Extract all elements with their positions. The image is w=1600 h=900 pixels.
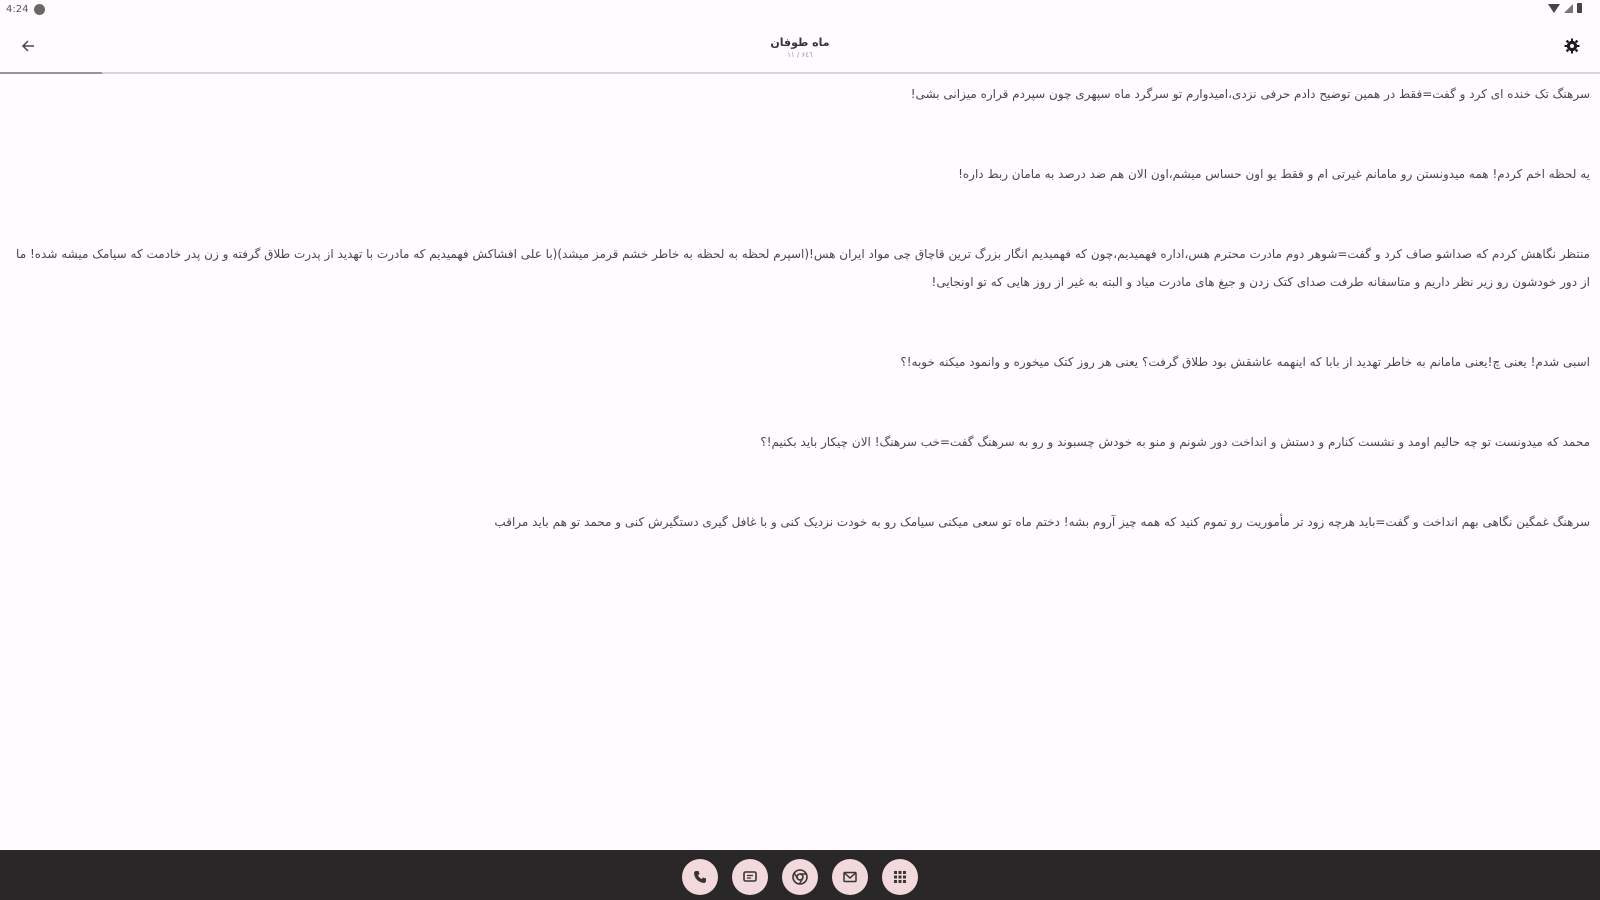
- wifi-icon: [1548, 4, 1560, 13]
- chrome-icon: [791, 868, 809, 886]
- chrome-app-button[interactable]: [782, 859, 818, 895]
- navigation-bar: [0, 850, 1600, 900]
- battery-icon: [1577, 3, 1582, 13]
- page-title: ماه طوفان: [770, 36, 830, 49]
- gear-icon: [1564, 38, 1580, 54]
- settings-button[interactable]: [1560, 34, 1584, 58]
- paragraph: منتظر نگاهش کردم که صداشو صاف کرد و گفت=شوهر دوم مادرت محترم هس،اداره فهمیدیم،چون که فهمیدیم انگار بزرگ ترین قاچاق چی مواد ایران هس!(اسپرم لحظه به لحظه به خاطر خشم قرمز میشد)(با علی افشاکش فهمیدیم که مادرت با تهدید از پدرت طلاق گرفته و زن پدر خادمت که سیامک میشه شده! ما از دور خودشون رو زیر نظر داریم و متاسفانه طرفت صدای کتک زدن و جیغ های مادرت میاد و البته به غیر از روز هایی که تو اونجایی!: [16, 247, 1590, 289]
- gmail-app-button[interactable]: [832, 859, 868, 895]
- reading-progress-bar: [0, 72, 1600, 74]
- paragraph: اسبی شدم! یعنی چ!یعنی مامانم به خاطر تهدید از بابا که اینهمه عاشقش بود طلاق گرفت؟ یعنی هر روز کتک میخوره و وانمود میکنه خوبه!؟: [900, 355, 1590, 369]
- app-bar: [0, 22, 1600, 72]
- app-dock: [682, 859, 918, 895]
- phone-app-button[interactable]: [682, 859, 718, 895]
- notification-icon: [34, 4, 45, 15]
- status-icons: [1548, 3, 1582, 13]
- messages-icon: [742, 869, 758, 885]
- paragraph: سرهنگ غمگین نگاهی بهم انداخت و گفت=باید هرچه زود تر مأموریت رو تموم کنید که همه چیز آروم بشه! دختم ماه تو سعی میکنی سیامک رو به خودت نزدیک کنی و با غافل گیری دستگیرش کنی و محمد تو هم باید مراقب: [494, 515, 1590, 529]
- phone-icon: [692, 869, 708, 885]
- messages-app-button[interactable]: [732, 859, 768, 895]
- status-time: 4:24: [6, 4, 29, 15]
- status-bar: [0, 0, 1600, 22]
- app-drawer-button[interactable]: [882, 859, 918, 895]
- title-block: [0, 36, 1600, 59]
- gmail-icon: [842, 869, 858, 885]
- reading-progress-fill: [0, 72, 102, 74]
- signal-icon: [1564, 4, 1573, 13]
- paragraph: سرهنگ تک خنده ای کرد و گفت=فقط در همین توضیح دادم حرفی نزدی،امیدوارم تو سرگرد ماه سپهری چون سپردم قراره میزانی بشی!: [910, 87, 1590, 101]
- paragraph: محمد که میدونست تو چه حالیم اومد و نشست کنارم و دستش و انداخت دور شونم و منو به خودش چسبوند و رو به سرهنگ گفت=خب سرهنگ! الان چیکار باید بکنیم!؟: [760, 435, 1590, 449]
- page-counter: ۱۱ / ۶٤٦: [787, 51, 813, 59]
- apps-grid-icon: [892, 869, 908, 885]
- reader-content: [8, 80, 1590, 588]
- paragraph: یه لحظه اخم کردم! همه میدونستن رو مامانم غیرتی ام و فقط یو اون حساس میشم،اون الان هم ضد درصد به مامان ربط داره!: [958, 167, 1590, 181]
